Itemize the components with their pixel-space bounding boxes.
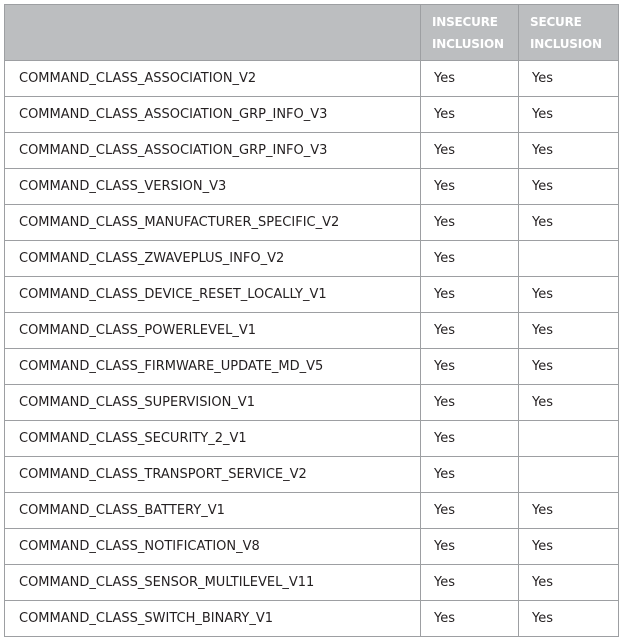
secure-inclusion-cell <box>519 241 619 277</box>
secure-inclusion-cell: Yes <box>519 313 619 349</box>
insecure-inclusion-cell: Yes <box>421 349 519 385</box>
table-body <box>5 61 619 637</box>
command-class-cell: COMMAND_CLASS_NOTIFICATION_V8 <box>5 529 421 565</box>
table-row <box>5 529 619 565</box>
insecure-inclusion-cell: Yes <box>421 385 519 421</box>
insecure-inclusion-cell: Yes <box>421 493 519 529</box>
command-class-cell: COMMAND_CLASS_ASSOCIATION_V2 <box>5 61 421 97</box>
table-row <box>5 457 619 493</box>
header-insecure-line2: INCLUSION <box>432 36 504 51</box>
command-class-table <box>4 4 619 637</box>
table-row <box>5 169 619 205</box>
header-secure-line2: INCLUSION <box>530 36 602 51</box>
secure-inclusion-cell: Yes <box>519 169 619 205</box>
command-class-cell: COMMAND_CLASS_MANUFACTURER_SPECIFIC_V2 <box>5 205 421 241</box>
table-row <box>5 601 619 637</box>
secure-inclusion-cell: Yes <box>519 385 619 421</box>
insecure-inclusion-cell: Yes <box>421 529 519 565</box>
command-class-cell: COMMAND_CLASS_ASSOCIATION_GRP_INFO_V3 <box>5 133 421 169</box>
table-row <box>5 97 619 133</box>
header-insecure-line1: INSECURE <box>432 14 498 29</box>
header-command-class <box>5 5 421 61</box>
command-class-cell: COMMAND_CLASS_DEVICE_RESET_LOCALLY_V1 <box>5 277 421 313</box>
secure-inclusion-cell <box>519 457 619 493</box>
command-class-cell: COMMAND_CLASS_FIRMWARE_UPDATE_MD_V5 <box>5 349 421 385</box>
command-class-cell: COMMAND_CLASS_ZWAVEPLUS_INFO_V2 <box>5 241 421 277</box>
table-row <box>5 241 619 277</box>
table-row <box>5 205 619 241</box>
insecure-inclusion-cell: Yes <box>421 313 519 349</box>
insecure-inclusion-cell: Yes <box>421 133 519 169</box>
insecure-inclusion-cell: Yes <box>421 97 519 133</box>
secure-inclusion-cell: Yes <box>519 205 619 241</box>
command-class-cell: COMMAND_CLASS_SWITCH_BINARY_V1 <box>5 601 421 637</box>
insecure-inclusion-cell: Yes <box>421 457 519 493</box>
table-row <box>5 421 619 457</box>
table-row <box>5 565 619 601</box>
command-class-cell: COMMAND_CLASS_ASSOCIATION_GRP_INFO_V3 <box>5 97 421 133</box>
insecure-inclusion-cell: Yes <box>421 169 519 205</box>
header-secure-line1: SECURE <box>530 14 582 29</box>
table-row <box>5 277 619 313</box>
insecure-inclusion-cell: Yes <box>421 277 519 313</box>
command-class-cell: COMMAND_CLASS_SUPERVISION_V1 <box>5 385 421 421</box>
header-secure-inclusion <box>519 5 619 61</box>
command-class-cell: COMMAND_CLASS_POWERLEVEL_V1 <box>5 313 421 349</box>
insecure-inclusion-cell: Yes <box>421 241 519 277</box>
insecure-inclusion-cell: Yes <box>421 421 519 457</box>
table-row <box>5 133 619 169</box>
secure-inclusion-cell: Yes <box>519 529 619 565</box>
secure-inclusion-cell: Yes <box>519 133 619 169</box>
secure-inclusion-cell: Yes <box>519 61 619 97</box>
insecure-inclusion-cell: Yes <box>421 61 519 97</box>
table-header <box>5 5 619 61</box>
table-row <box>5 313 619 349</box>
secure-inclusion-cell: Yes <box>519 97 619 133</box>
header-insecure-inclusion <box>421 5 519 61</box>
command-class-cell: COMMAND_CLASS_BATTERY_V1 <box>5 493 421 529</box>
secure-inclusion-cell: Yes <box>519 493 619 529</box>
insecure-inclusion-cell: Yes <box>421 205 519 241</box>
table-row <box>5 385 619 421</box>
header-row <box>5 5 619 61</box>
insecure-inclusion-cell: Yes <box>421 565 519 601</box>
secure-inclusion-cell: Yes <box>519 277 619 313</box>
command-class-cell: COMMAND_CLASS_SENSOR_MULTILEVEL_V11 <box>5 565 421 601</box>
table-row <box>5 61 619 97</box>
table-row <box>5 493 619 529</box>
secure-inclusion-cell: Yes <box>519 565 619 601</box>
insecure-inclusion-cell: Yes <box>421 601 519 637</box>
command-class-cell: COMMAND_CLASS_TRANSPORT_SERVICE_V2 <box>5 457 421 493</box>
command-class-cell: COMMAND_CLASS_VERSION_V3 <box>5 169 421 205</box>
command-class-cell: COMMAND_CLASS_SECURITY_2_V1 <box>5 421 421 457</box>
secure-inclusion-cell: Yes <box>519 349 619 385</box>
secure-inclusion-cell <box>519 421 619 457</box>
table-row <box>5 349 619 385</box>
secure-inclusion-cell: Yes <box>519 601 619 637</box>
